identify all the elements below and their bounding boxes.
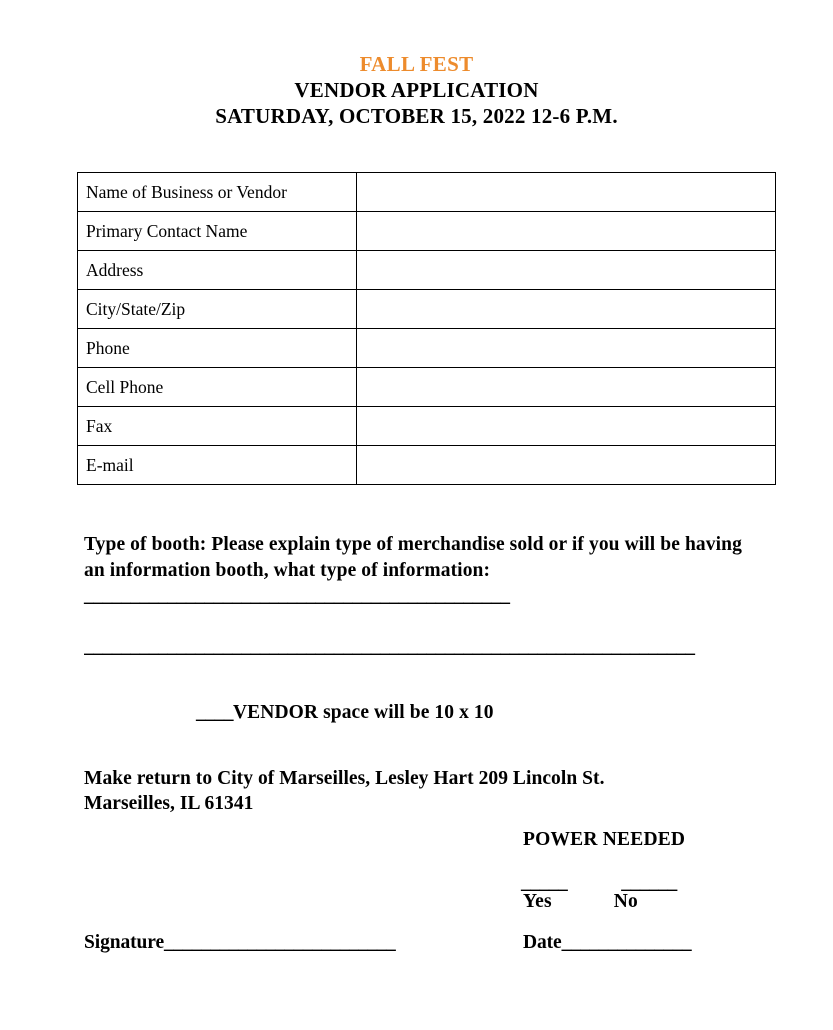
field-input-business-name[interactable] — [357, 173, 776, 212]
field-input-cell-phone[interactable] — [357, 368, 776, 407]
field-label-email: E-mail — [78, 446, 357, 485]
vendor-space-text: VENDOR space will be 10 x 10 — [233, 702, 494, 723]
table-row — [78, 212, 776, 251]
event-date: SATURDAY, OCTOBER 15, 2022 12-6 P.M. — [215, 104, 618, 128]
signature-label: Signature — [84, 932, 165, 953]
return-address-line-2: Marseilles, IL 61341 — [84, 793, 254, 814]
power-no-line[interactable]: ______ — [621, 872, 677, 893]
form-title: VENDOR APPLICATION — [294, 78, 539, 102]
power-yes-line[interactable]: _____ — [521, 872, 568, 893]
field-label-business-name: Name of Business or Vendor — [78, 173, 357, 212]
date-field — [523, 932, 691, 954]
field-label-primary-contact: Primary Contact Name — [78, 212, 357, 251]
field-label-cell-phone: Cell Phone — [78, 368, 357, 407]
event-name: FALL FEST — [359, 52, 474, 76]
booth-type-prompt: Type of booth: Please explain type of merchandise sold or if you will be having an information booth, what type of information: — [84, 534, 742, 581]
vendor-space-note — [196, 702, 494, 724]
booth-type-section — [84, 532, 748, 609]
field-label-city-state-zip: City/State/Zip — [78, 290, 357, 329]
booth-type-answer-line-1[interactable]: ______________________________________________ — [84, 585, 510, 606]
return-address-block — [84, 766, 724, 816]
date-line[interactable]: ______________ — [561, 932, 692, 953]
signature-field — [84, 932, 395, 954]
table-row — [78, 368, 776, 407]
signature-line[interactable]: _________________________ — [164, 932, 396, 953]
field-label-phone: Phone — [78, 329, 357, 368]
table-row — [78, 407, 776, 446]
field-input-city-state-zip[interactable] — [357, 290, 776, 329]
table-row — [78, 290, 776, 329]
power-no-label: No — [613, 891, 638, 912]
return-address-line-1: Make return to City of Marseilles, Lesley Hart 209 Lincoln St. — [84, 768, 605, 789]
power-yes-label: Yes — [523, 891, 552, 912]
field-input-phone[interactable] — [357, 329, 776, 368]
table-row — [78, 446, 776, 485]
field-input-fax[interactable] — [357, 407, 776, 446]
vendor-info-table — [77, 172, 776, 485]
power-option-labels — [523, 891, 783, 913]
field-label-address: Address — [78, 251, 357, 290]
field-label-fax: Fax — [78, 407, 357, 446]
table-row — [78, 329, 776, 368]
booth-type-answer-line-2[interactable]: __________________________________________________________________ — [84, 636, 695, 657]
field-input-primary-contact[interactable] — [357, 212, 776, 251]
table-row — [78, 173, 776, 212]
vendor-space-checkbox-line[interactable]: ____ — [196, 702, 233, 723]
field-input-email[interactable] — [357, 446, 776, 485]
table-row — [78, 251, 776, 290]
field-input-address[interactable] — [357, 251, 776, 290]
power-needed-heading: POWER NEEDED — [523, 829, 686, 850]
document-header — [0, 52, 833, 129]
date-label: Date — [523, 932, 562, 953]
